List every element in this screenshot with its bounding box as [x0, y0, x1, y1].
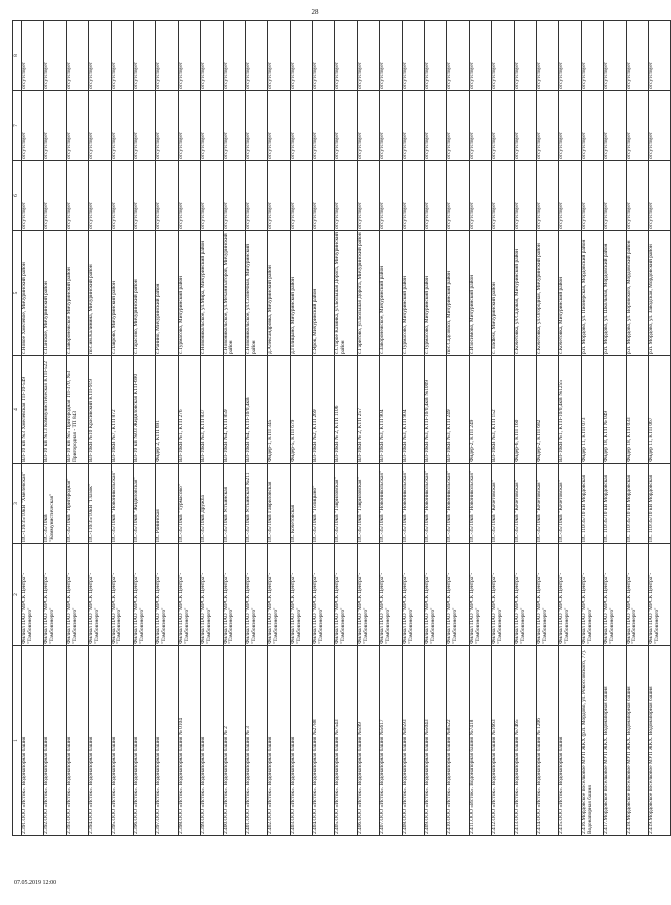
- table-cell: ПС-35/10кВ "Кочетовская": [492, 464, 514, 544]
- table-cell: ПС 110/35/10 кВ Мордовская: [604, 464, 626, 544]
- table-cell: ПС-35/10кВ Устьинская №211: [245, 464, 267, 544]
- table-cell: Фидер-2, КТП 682: [536, 356, 558, 464]
- table-cell: Фидер 11, КТП 067: [648, 356, 670, 464]
- table-row: [156, 21, 178, 836]
- table-cell: отсутствует: [648, 91, 670, 161]
- table-cell: отсутствует: [66, 161, 88, 231]
- table-row: [514, 21, 536, 836]
- table-cell: Филиал ПАО "МРСК Центра"-"Тамбовэнерго": [402, 544, 424, 646]
- table-cell: Фидер 2, КТП 691: [156, 356, 178, 464]
- table-cell: ПС-35/10кВ Гавриловская: [268, 464, 290, 544]
- table-cell: отсутствует: [111, 161, 133, 231]
- table-cell: отсутствует: [514, 21, 536, 91]
- table-row: [604, 21, 626, 836]
- table-cell: отсутствует: [178, 21, 200, 91]
- table-cell: 2.400.ООО «Исток». Водонапорная башня № 2: [223, 646, 245, 836]
- table-cell: ПС 110/35/10 кВ Мордовская: [581, 464, 603, 544]
- table-cell: 2.392.ООО «Исток». Водонапорная башня: [44, 646, 66, 836]
- table-cell: Филиал ПАО "МРСК Центра"-"Тамбовэнерго": [245, 544, 267, 646]
- table-cell: отсутствует: [313, 91, 335, 161]
- column-header: 4: [13, 356, 22, 464]
- table-cell: Филиал ПАО "МРСК Центра"-"Тамбовэнерго": [133, 544, 155, 646]
- table-cell: с.Гаритово, ул.Большая Дорога, Мичуринский район: [357, 231, 379, 356]
- table-cell: Филиал ПАО "МРСК Центра"-"Тамбовэнерго": [648, 544, 670, 646]
- table-cell: отсутствует: [22, 91, 44, 161]
- table-cell: ПС Кочетовская: [290, 464, 312, 544]
- table-cell: ВЛ-10кВ №1, КТП 276: [178, 356, 200, 464]
- table-cell: Филиал ПАО "МРСК Центра"-"Тамбовэнерго": [447, 544, 469, 646]
- table-cell: отсутствует: [380, 161, 402, 231]
- table-cell: отсутствует: [604, 161, 626, 231]
- table-cell: 2.393.ООО «Исток». Водонапорная башня: [66, 646, 88, 836]
- table-row: [402, 21, 424, 836]
- table-cell: ПС Ранинская: [156, 464, 178, 544]
- table-cell: отсутствует: [357, 21, 379, 91]
- table-cell: Филиал ПАО "МРСК Центра"-"Тамбовэнерго": [111, 544, 133, 646]
- table-cell: отсутствует: [581, 161, 603, 231]
- table-cell: ВЛ-10кВ №10 Красивский КТП-919: [89, 356, 111, 464]
- table-cell: 2.410.ООО «Исток». Водонапорная башня №8522: [447, 646, 469, 836]
- table-cell: отсутствует: [425, 91, 447, 161]
- table-cell: отсутствует: [447, 91, 469, 161]
- table-cell: отсутствует: [290, 21, 312, 91]
- table-cell: отсутствует: [357, 91, 379, 161]
- table-cell: отсутствует: [245, 21, 267, 91]
- table-cell: Филиал ПАО "МРСК Центра"-"Тамбовэнерго": [335, 544, 357, 646]
- table-row: [201, 21, 223, 836]
- table-row: [268, 21, 290, 836]
- table-cell: ПС 110/35/10 кВ Мордовская: [626, 464, 648, 544]
- table-cell: Филиал ПАО "МРСК Центра"-"Тамбовэнерго": [469, 544, 491, 646]
- table-cell: Фидер-5, КТП 679: [290, 356, 312, 464]
- table-cell: отсутствует: [156, 21, 178, 91]
- table-cell: Филиал ПАО "МРСК Центра"-"Тамбовэнерго": [492, 544, 514, 646]
- table-cell: отсутствует: [44, 161, 66, 231]
- table-cell: Филиал ПАО "МРСК Центра"-"Тамбовэнерго": [559, 544, 581, 646]
- table-cell: отсутствует: [604, 21, 626, 91]
- table-cell: д.Голицыно, Мичуринский район: [290, 231, 312, 356]
- table-row: [178, 21, 200, 836]
- table-cell: отсутствует: [223, 91, 245, 161]
- table-cell: Филиал ПАО "МРСК Центра"-"Тамбовэнерго": [22, 544, 44, 646]
- table-cell: 2.399.ООО «Исток». Водонапорная башня: [201, 646, 223, 836]
- table-cell: отсутствует: [223, 21, 245, 91]
- table-cell: ВЛ-10кВ №3, КТП 152: [492, 356, 514, 464]
- table-cell: ВЛ-10кВ №7, КТП 872: [111, 356, 133, 464]
- table-cell: отсутствует: [89, 21, 111, 91]
- table-cell: д.Александровка, Мичуринский район: [268, 231, 290, 356]
- table-cell: 2.405.ООО «Исток». Водонапорная башня №7543: [335, 646, 357, 836]
- column-header: 8: [13, 21, 22, 91]
- table-cell: Филиал ПАО "МРСК Центра"-"Тамбовэнерго": [357, 544, 379, 646]
- table-cell: отсутствует: [648, 21, 670, 91]
- table-cell: Филиал ПАО "МРСК Центра"-"Тамбовэнерго": [514, 544, 536, 646]
- table-cell: ВЛ-10кВ №3, КТП 904: [402, 356, 424, 464]
- table-cell: ВЛ-10 кВ №03 Жидиловская КТП-690: [133, 356, 155, 464]
- table-row: [111, 21, 133, 836]
- table-cell: с. Endless, Мичуринский район: [492, 231, 514, 356]
- table-cell: с.Новое Хмелевое, Мичуринский район: [22, 231, 44, 356]
- table-cell: отсутствует: [245, 91, 267, 161]
- table-cell: отсутствует: [469, 91, 491, 161]
- table-cell: отсутствует: [492, 91, 514, 161]
- table-cell: отсутствует: [22, 161, 44, 231]
- column-header: 2: [13, 544, 22, 646]
- table-cell: ПС-35/10кВ "Новоникольская": [425, 464, 447, 544]
- table-cell: Филиал ПАО "МРСК Центра"-"Тамбовэнерго": [290, 544, 312, 646]
- table-cell: ПС-35/10кВ Устьинская: [223, 464, 245, 544]
- table-cell: 2.394.ООО «Исток». Водонапорная башня: [89, 646, 111, 836]
- table-cell: Филиал ПАО "МРСК Центра"-"Тамбовэнерго": [44, 544, 66, 646]
- table-cell: отсутствует: [469, 21, 491, 91]
- table-row: [44, 21, 66, 836]
- table-cell: Фидер 18, КТП 033: [626, 356, 648, 464]
- table-cell: ПС-35/10кВ "Новоникольская": [111, 464, 133, 544]
- table-cell: Филиал ПАО "МРСК Центра"-"Тамбовэнерго": [223, 544, 245, 646]
- table-cell: с.Изосимово, Мичуринский район: [469, 231, 491, 356]
- table-cell: ВЛ-10кВ №4, КТП 859: [223, 356, 245, 464]
- table-cell: ВЛ-10кВ №3, КТП 904: [380, 356, 402, 464]
- table-row: [425, 21, 447, 836]
- table-cell: пос.Садсовхоз, Мичуринский район: [447, 231, 469, 356]
- table-cell: 2.416.Мордовское поселковое МУП ЖКХ (р.п. Мордово, ул. Рокоссовского, 77). Водонапорная башня: [581, 646, 603, 836]
- table-cell: отсутствует: [648, 161, 670, 231]
- table-cell: отсутствует: [201, 161, 223, 231]
- table-cell: 2.408.ООО «Исток». Водонапорная башня №9593: [402, 646, 424, 836]
- table-cell: отсутствует: [402, 21, 424, 91]
- table-cell: отсутствует: [604, 91, 626, 161]
- table-cell: 2.401.ООО «Исток». Водонапорная башня № 3: [245, 646, 267, 836]
- table-cell: ВЛ-10 кВ №3 Хмелевская ТП-10-549: [22, 356, 44, 464]
- table-cell: отсутствует: [380, 21, 402, 91]
- table-cell: отсутствует: [44, 91, 66, 161]
- table-cell: с.Кочетовка, ул.Садовая, Мичуринский район: [514, 231, 536, 356]
- table-cell: отсутствует: [290, 91, 312, 161]
- table-cell: ВЛ-10 кВ №13 Коммунистическая КТП-522: [44, 356, 66, 464]
- table-cell: 2.403.ООО «Исток». Водонапорная башня: [290, 646, 312, 836]
- table-cell: ПС-35/10кВ "Турмасово": [178, 464, 200, 544]
- table-cell: отсутствует: [447, 21, 469, 91]
- table-cell: 2.398.ООО «Исток». Водонапорная башня № 0104: [178, 646, 200, 836]
- table-cell: с.Ранино, Мичуринский район: [156, 231, 178, 356]
- table-cell: р.п. Мордово, ул. Воровского, Мордовский район: [626, 231, 648, 356]
- table-row: [447, 21, 469, 836]
- table-cell: Филиал ПАО "МРСК Центра"-"Тамбовэнерго": [536, 544, 558, 646]
- table-cell: 2.414.ООО «Исток». Водонапорная башня № 1206: [536, 646, 558, 836]
- table-cell: Филиал ПАО "МРСК Центра"-"Тамбовэнерго": [581, 544, 603, 646]
- column-header: 3: [13, 464, 22, 544]
- table-cell: ВЛ-10кВ № 2, КТП 1106: [335, 356, 357, 464]
- table-cell: Филиал ПАО "МРСК Центра"-"Тамбовэнерго": [380, 544, 402, 646]
- table-cell: Фидер-6, КТП 160: [514, 356, 536, 464]
- table-cell: отсутствует: [536, 21, 558, 91]
- table-cell: ПС-35/10кВ "Жидиловская": [133, 464, 155, 544]
- table-cell: Филиал ПАО "МРСК Центра"-"Тамбовэнерго": [66, 544, 88, 646]
- table-cell: ПС 110/35/10 кВ Мордовская: [648, 464, 670, 544]
- table-cell: 2.409.ООО «Исток». Водонапорная башня №5043: [425, 646, 447, 836]
- table-cell: отсутствует: [178, 161, 200, 231]
- table-body: [22, 21, 671, 836]
- table-cell: ПС-35/10кВ "Новоникольская": [402, 464, 424, 544]
- table-cell: 2.411.ООО «Исток». Водонапорная башня №7418: [469, 646, 491, 836]
- table-row: [223, 21, 245, 836]
- table-cell: отсутствует: [268, 91, 290, 161]
- table-row: [380, 21, 402, 836]
- table-cell: 2.413.ООО «Исток». Водонапорная башня №7465: [514, 646, 536, 836]
- table-cell: отсутствует: [447, 161, 469, 231]
- table-row: [469, 21, 491, 836]
- table-cell: ПС-35/10кВ "Новоникольская": [447, 464, 469, 544]
- table-cell: отсутствует: [111, 21, 133, 91]
- table-cell: отсутствует: [133, 21, 155, 91]
- table-cell: Фидер 18, КТП № 049: [604, 356, 626, 464]
- table-cell: с.Старое Казинка, ул.Большая Дорога, Мичуринский район: [335, 231, 357, 356]
- table-row: [492, 21, 514, 836]
- table-cell: отсутствует: [559, 21, 581, 91]
- column-header: 5: [13, 231, 22, 356]
- table-cell: отсутствует: [402, 161, 424, 231]
- table-cell: 2.412.ООО «Исток». Водонапорная башня №1663: [492, 646, 514, 836]
- column-header: 1: [13, 646, 22, 836]
- table-cell: с.Новоникольское, ул.Механизаторов, Мичуринский район: [223, 231, 245, 356]
- table-cell: отсутствует: [581, 91, 603, 161]
- table-cell: ВЛ-10кВ №1, КТП-10/0,4кВ №1255: [559, 356, 581, 464]
- table-cell: ПС-35/10кВ "Коммунистическая": [44, 464, 66, 544]
- table-row: [313, 21, 335, 836]
- table-cell: 2.418.Мордовское поселковое МУП ЖКХ. Водонапорная башня: [626, 646, 648, 836]
- table-cell: ПС-110/35/10кВ "Глазок": [89, 464, 111, 544]
- table-cell: с.Тарасово, Мичуринский район: [133, 231, 155, 356]
- table-cell: отсутствует: [156, 91, 178, 161]
- table-cell: отсутствует: [44, 21, 66, 91]
- table-row: [22, 21, 44, 836]
- table-cell: отсутствует: [335, 161, 357, 231]
- table-row: [290, 21, 312, 836]
- table-cell: Филиал ПАО "МРСК Центра"-"Тамбовэнерго": [268, 544, 290, 646]
- table-cell: ПС-35/10кВ "Кочетовская": [536, 464, 558, 544]
- table-cell: 2.404.ООО «Исток». Водонапорная башня №2788: [313, 646, 335, 836]
- page-number: 28: [311, 8, 319, 16]
- table-cell: 2.391.ООО «Исток». Водонапорная башня: [22, 646, 44, 836]
- table-cell: ПС-35/10кВ "Голицыно": [313, 464, 335, 544]
- table-cell: отсутствует: [559, 161, 581, 231]
- table-cell: отсутствует: [313, 21, 335, 91]
- table-row: [66, 21, 88, 836]
- table-cell: с.Кочетовка, Мичуринский район: [559, 231, 581, 356]
- table-cell: отсутствует: [626, 21, 648, 91]
- table-cell: пос.им.Калинина, Мичуринский район: [89, 231, 111, 356]
- table-cell: Филиал ПАО "МРСК Центра"-"Тамбовэнерго": [178, 544, 200, 646]
- table-cell: отсутствует: [89, 161, 111, 231]
- table-cell: 2.419.Мордовское поселковое МУП ЖКХ. Водонапорная башня: [648, 646, 670, 836]
- table-cell: отсутствует: [268, 21, 290, 91]
- table-cell: отсутствует: [313, 161, 335, 231]
- rotated-table-container: [12, 21, 660, 836]
- table-row: [335, 21, 357, 836]
- table-cell: Филиал ПАО "МРСК Центра"-"Тамбовэнерго": [626, 544, 648, 646]
- table-cell: ВЛ-10кВ №2, КТП 269: [313, 356, 335, 464]
- table-cell: р.п. Мордово, ул. Заводская, Мордовский район: [648, 231, 670, 356]
- table-cell: 2.406.ООО «Исток». Водонапорная башня №599: [357, 646, 379, 836]
- table-cell: Фидер-2, КТП 249: [469, 356, 491, 464]
- table-cell: отсутствует: [335, 21, 357, 91]
- table-cell: ВЛ-10кВ №4, КТП-10/0,4кВ: [245, 356, 267, 464]
- table-cell: р.п. Мордово, ул. Пионерская, Мордовский район: [581, 231, 603, 356]
- column-header: 6: [13, 161, 22, 231]
- table-cell: Филиал ПАО "МРСК Центра"-"Тамбовэнерго": [156, 544, 178, 646]
- table-cell: ПС-35/10кВ Дружба: [201, 464, 223, 544]
- table-cell: ПС-35/10кВ "Кочетовская": [559, 464, 581, 544]
- table-cell: отсутствует: [111, 91, 133, 161]
- table-cell: с.Турмасово, Мичуринский район: [178, 231, 200, 356]
- table-cell: отсутствует: [514, 161, 536, 231]
- table-row: [581, 21, 603, 836]
- table-cell: отсутствует: [156, 161, 178, 231]
- table-cell: отсутствует: [536, 91, 558, 161]
- table-cell: отсутствует: [425, 21, 447, 91]
- table-row: [245, 21, 267, 836]
- table-row: [89, 21, 111, 836]
- table-cell: отсутствует: [178, 91, 200, 161]
- table-cell: отсутствует: [66, 91, 88, 161]
- table-cell: ВЛ-10кВ № 2, КТП 257: [357, 356, 379, 464]
- table-row: [559, 21, 581, 836]
- table-cell: отсутствует: [290, 161, 312, 231]
- table-cell: Филиал ПАО "МРСК Центра"-"Тамбовэнерго": [313, 544, 335, 646]
- table-cell: Фидер 11, КТП 073: [581, 356, 603, 464]
- table-cell: отсутствует: [335, 91, 357, 161]
- table-cell: ВЛ-10 кВ №5 Пригородная ТП-370, №3 Пригородная - ТП 843: [66, 356, 88, 464]
- table-cell: отсутствует: [492, 161, 514, 231]
- table-cell: Филиал ПАО "МРСК Центра"-"Тамбовэнерго": [201, 544, 223, 646]
- table-cell: с.Заворонежское, Мичуринский район: [380, 231, 402, 356]
- footer-timestamp: 07.05.2019 12:00: [14, 880, 57, 886]
- table-cell: с.Турмасово, Мичуринский район: [425, 231, 447, 356]
- table-cell: отсутствует: [492, 21, 514, 91]
- table-cell: ПС-35/10кВ "Кочетовская": [514, 464, 536, 544]
- table-cell: Фидер-1, КТП 345: [268, 356, 290, 464]
- table-cell: отсутствует: [201, 21, 223, 91]
- table-cell: отсутствует: [133, 161, 155, 231]
- table-cell: отсутствует: [201, 91, 223, 161]
- table-cell: 2.407.ООО «Исток». Водонапорная башня №5617: [380, 646, 402, 836]
- table-cell: с.Турмасово, Мичуринский район: [402, 231, 424, 356]
- table-cell: ВЛ-10кВ №3, КТП 249: [447, 356, 469, 464]
- table-row: [536, 21, 558, 836]
- table-cell: ВЛ-10кВ №3, КТП 837: [201, 356, 223, 464]
- table-cell: отсутствует: [626, 161, 648, 231]
- table-cell: отсутствует: [425, 161, 447, 231]
- table-cell: ПС-110/35/10кВ "Хмелевская": [22, 464, 44, 544]
- table-cell: Филиал ПАО "МРСК Центра"-"Тамбовэнерго": [89, 544, 111, 646]
- table-cell: отсутствует: [626, 91, 648, 161]
- table-cell: с.Панское, Мичуринский район: [44, 231, 66, 356]
- table-cell: Филиал ПАО "МРСК Центра"-"Тамбовэнерго": [425, 544, 447, 646]
- table-row: [648, 21, 670, 836]
- table-cell: отсутствует: [223, 161, 245, 231]
- table-cell: с.Заворонежское Мичуринский район: [66, 231, 88, 356]
- table-cell: отсутствует: [469, 161, 491, 231]
- table-row: [357, 21, 379, 836]
- table-cell: отсутствует: [245, 161, 267, 231]
- table-cell: отсутствует: [66, 21, 88, 91]
- table-cell: с.Лаврово, Мичуринский район: [111, 231, 133, 356]
- table-cell: с.Кочетовка, ул.Огородная, Мичуринский район: [536, 231, 558, 356]
- table-cell: отсутствует: [380, 91, 402, 161]
- table-cell: 2.397.ООО «Исток». Водонапорная башня: [156, 646, 178, 836]
- table-cell: отсутствует: [402, 91, 424, 161]
- table-cell: ПС-35/10кВ "Новоникольская": [380, 464, 402, 544]
- table-cell: 2.415.ООО «Исток». Водонапорная башня: [559, 646, 581, 836]
- table-cell: отсутствует: [133, 91, 155, 161]
- table-cell: 2.395.ООО «Исток». Водонапорная башня: [111, 646, 133, 836]
- table-cell: 2.417.Мордовское поселковое МУП ЖКХ. Водонапорная башня: [604, 646, 626, 836]
- table-cell: с.Новоникольское, ул.Солнечная, Мичуринский район: [245, 231, 267, 356]
- table-cell: ПС-35/10кВ "Пригородная": [66, 464, 88, 544]
- table-cell: ПС-35/10кВ "Гавриловская": [357, 464, 379, 544]
- table-cell: отсутствует: [536, 161, 558, 231]
- column-header: 7: [13, 91, 22, 161]
- table-cell: р.п. Мордово, ул. Школьная, Мордовский район: [604, 231, 626, 356]
- table-cell: с.Ярок, Мичуринский район: [313, 231, 335, 356]
- table-row: [133, 21, 155, 836]
- table-cell: отсутствует: [581, 21, 603, 91]
- table-cell: Филиал ПАО "МРСК Центра"-"Тамбовэнерго": [604, 544, 626, 646]
- substation-table: [12, 20, 671, 836]
- table-cell: отсутствует: [514, 91, 536, 161]
- table-cell: ПС-35/10кВ "Новоникольская": [469, 464, 491, 544]
- table-cell: отсутствует: [89, 91, 111, 161]
- table-cell: 2.396.ООО «Исток». Водонапорная башня: [133, 646, 155, 836]
- table-cell: отсутствует: [268, 161, 290, 231]
- table-row: [626, 21, 648, 836]
- table-cell: с.Новоникольское, ул.Мира, Мичуринский район: [201, 231, 223, 356]
- table-cell: ПС-35/10кВ "Гавриловская": [335, 464, 357, 544]
- table-cell: ВЛ-10кВ №3, КТП-10/0,4кВ №1009: [425, 356, 447, 464]
- table-cell: отсутствует: [559, 91, 581, 161]
- table-cell: 2.402.ООО «Исток». Водонапорная башня: [268, 646, 290, 836]
- table-cell: отсутствует: [357, 161, 379, 231]
- table-cell: отсутствует: [22, 21, 44, 91]
